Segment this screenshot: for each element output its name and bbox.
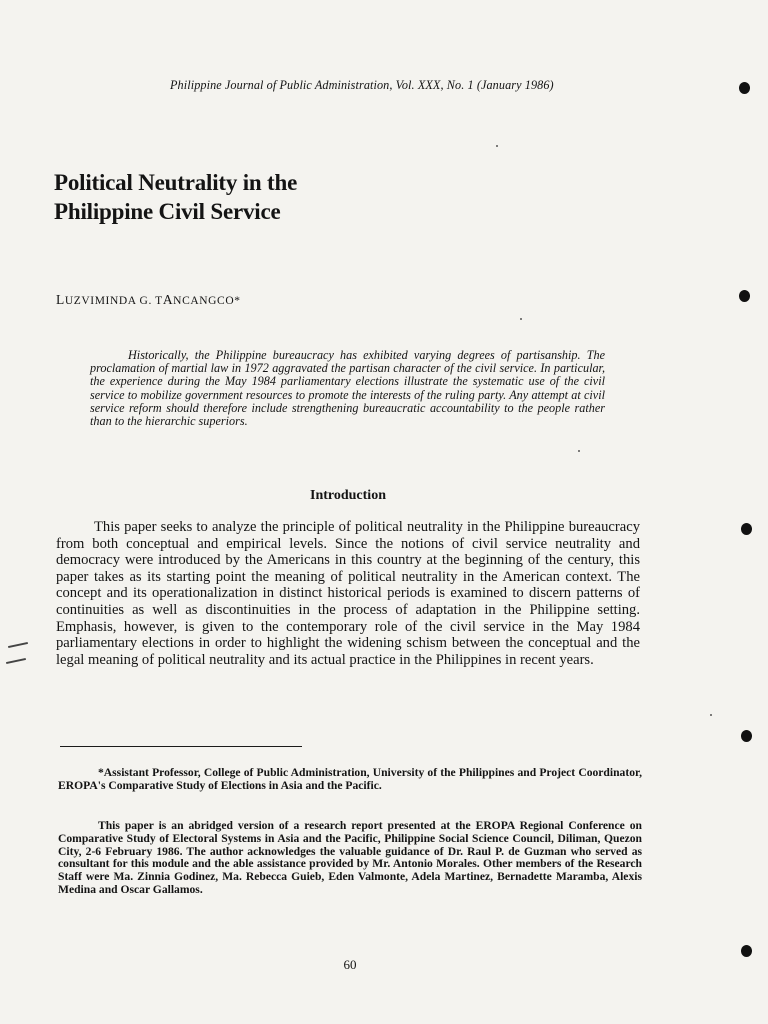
punch-hole: [741, 945, 752, 957]
margin-mark: [6, 658, 26, 664]
punch-hole: [739, 82, 750, 94]
scan-speck: [496, 145, 498, 147]
scan-speck: [578, 450, 580, 452]
abstract: Historically, the Philippine bureaucracy has exhibited varying degrees of partisanship. The proclamation of martial law in 1972 aggravated the partisan character of the civil service. In particular, the experience during the May 1984 parliamentary elections illustrate the systematic use of the civil service to mobilize government resources to promote the interests of the ruling party. Any attempt at civil service reform should therefore include strengthening bureaucratic accountability to the people rather than to the hierarchic superiors.: [90, 348, 605, 429]
footnote-rule: [60, 746, 302, 747]
author-surname: NCANGCO*: [173, 295, 241, 307]
scan-speck: [710, 714, 712, 716]
footnote-acknowledgement: This paper is an abridged version of a research report presented at the EROPA Regional Conference on Comparative Study of Electoral Systems in Asia and the Pacific, Philippine Social Science Council, Diliman, Quezon City, 2-6 February 1986. The author acknowledges the valuable guidance of Dr. Raul P. de Guzman who served as consultant for this module and the able assistance provided by Mr. Antonio Morales. Other members of the Research Staff were Ma. Zinnia Godinez, Ma. Rebecca Guieb, Eden Valmonte, Adela Martinez, Bernadette Maramba, Alexis Medina and Oscar Gallamos.: [58, 819, 642, 896]
body-paragraph: This paper seeks to analyze the principle of political neutrality in the Philippine bureaucracy from both conceptual and empirical levels. Since the notions of civil service neutrality and democracy were introduced by the Americans in this country at the beginning of the century, this paper takes as its starting point the meaning of political neutrality in the American context. The concept and its operationalization in distinct historical periods is examined to discern patterns of continuities as well as discontinuities in the process of adaptation in the Philippine setting. Emphasis, however, is given to the contemporary role of the civil service in the May 1984 parliamentary elections in order to highlight the widening schism between the conceptual and the legal meaning of political neutrality and its actual practice in the Philippines in recent years.: [56, 519, 640, 668]
running-head: Philippine Journal of Public Administration, Vol. XXX, No. 1 (January 1986): [170, 78, 554, 92]
author-given-name: UZVIMINDA G. T: [64, 295, 163, 307]
punch-hole: [741, 523, 752, 535]
title-line-1: Political Neutrality in the: [54, 170, 298, 195]
scan-speck: [520, 318, 522, 320]
author-initial: L: [56, 292, 65, 307]
punch-hole: [739, 290, 750, 302]
title-line-2: Philippine Civil Service: [54, 199, 281, 224]
article-title: [54, 168, 414, 226]
page-number: 60: [343, 957, 357, 972]
section-heading-introduction: Introduction: [310, 488, 386, 503]
author-surname-initial: A: [162, 292, 174, 307]
author-name: [56, 292, 356, 308]
footnote-author-affiliation: *Assistant Professor, College of Public Administration, University of the Philippines and Project Coordinator, EROPA's Comparative Study of Elections in Asia and the Pacific.: [58, 766, 642, 792]
margin-mark: [8, 642, 28, 648]
punch-hole: [741, 730, 752, 742]
